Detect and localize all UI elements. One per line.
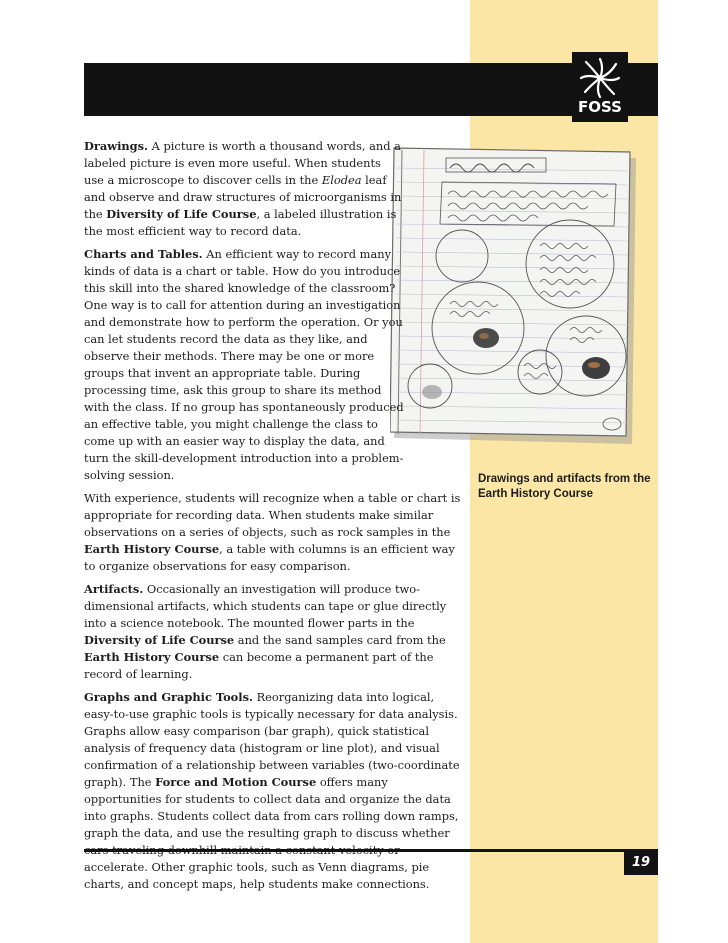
paragraph-experience: With experience, students will recognize when a table or chart is appropriate for recording data. When students make similar observations on a series of objects, such as rock samples in the Earth History Course, a table with columns is an efficient way to organize observations for easy comparison.	[84, 491, 461, 573]
course-name: Earth History Course	[84, 650, 220, 664]
course-name: Diversity of Life Course	[84, 633, 235, 647]
page-number-box	[624, 852, 658, 875]
heading-drawings: Drawings.	[84, 139, 149, 153]
heading-artifacts: Artifacts.	[84, 582, 144, 596]
paragraph-charts: Charts and Tables. An efficient way to record many kinds of data is a chart or table. How do you introduce this skill into the shared knowledge of the classroom? One way is to call for attention during an investigation and demonstrate how to perform the operation. Or you can let students record the data as they like, and observe their methods. There may be one or more groups that invent an appropriate table. During processing time, ask this group to share its method with the class. If no group has spontaneously produced an effective table, you might challenge the class to come up with an easier way to display the data, and turn the skill-development introduction into a problem-solving session.	[84, 247, 404, 482]
logo-text: FOSS	[578, 98, 622, 116]
course-name: Force and Motion Course	[155, 775, 317, 789]
footer-rule	[84, 849, 658, 852]
course-name: Earth History Course	[84, 542, 220, 556]
body-text	[84, 138, 464, 899]
sunburst-icon	[578, 56, 622, 100]
paragraph-artifacts: Artifacts. Occasionally an investigation will produce two-dimensional artifacts, which students can tape or glue directly into a science notebook. The mounted flower parts in the Diversity of Life Course and the sand samples card from the Earth History Course can become a permanent part of the record of learning.	[84, 582, 447, 681]
heading-charts: Charts and Tables.	[84, 247, 203, 261]
paragraph-graphs: Graphs and Graphic Tools. Reorganizing data into logical, easy-to-use graphic tools is typically necessary for data analysis. Graphs allow easy comparison (bar graph), quick statistical analysis of frequency data (histogram or line plot), and visual confirmation of a relationship between variables (two-coordinate graph). The Force and Motion Course offers many opportunities for students to collect data and organize the data into graphs. Students collect data from cars rolling down ramps, graph the data, and use the resulting graph to discuss whether accelerate. Other graphic tools, such as Venn diagrams, pie charts, and concept maps, help students make connections.	[84, 690, 460, 891]
paragraph-drawings: Drawings. A picture is worth a thousand words, and a labeled picture is even more useful. When students use a microscope to discover cells in the Elodea leaf and observe and draw structures of microorganisms in the Diversity of Life Course, a labeled illustration is the most efficient way to record data.	[84, 139, 402, 238]
heading-graphs: Graphs and Graphic Tools.	[84, 690, 253, 704]
elodea-term: Elodea	[321, 173, 362, 187]
page-number: 19	[631, 855, 651, 870]
course-name: Diversity of Life Course	[106, 207, 257, 221]
foss-logo	[572, 52, 628, 122]
figure-caption: Drawings and artifacts from the Earth History Course	[478, 473, 651, 500]
